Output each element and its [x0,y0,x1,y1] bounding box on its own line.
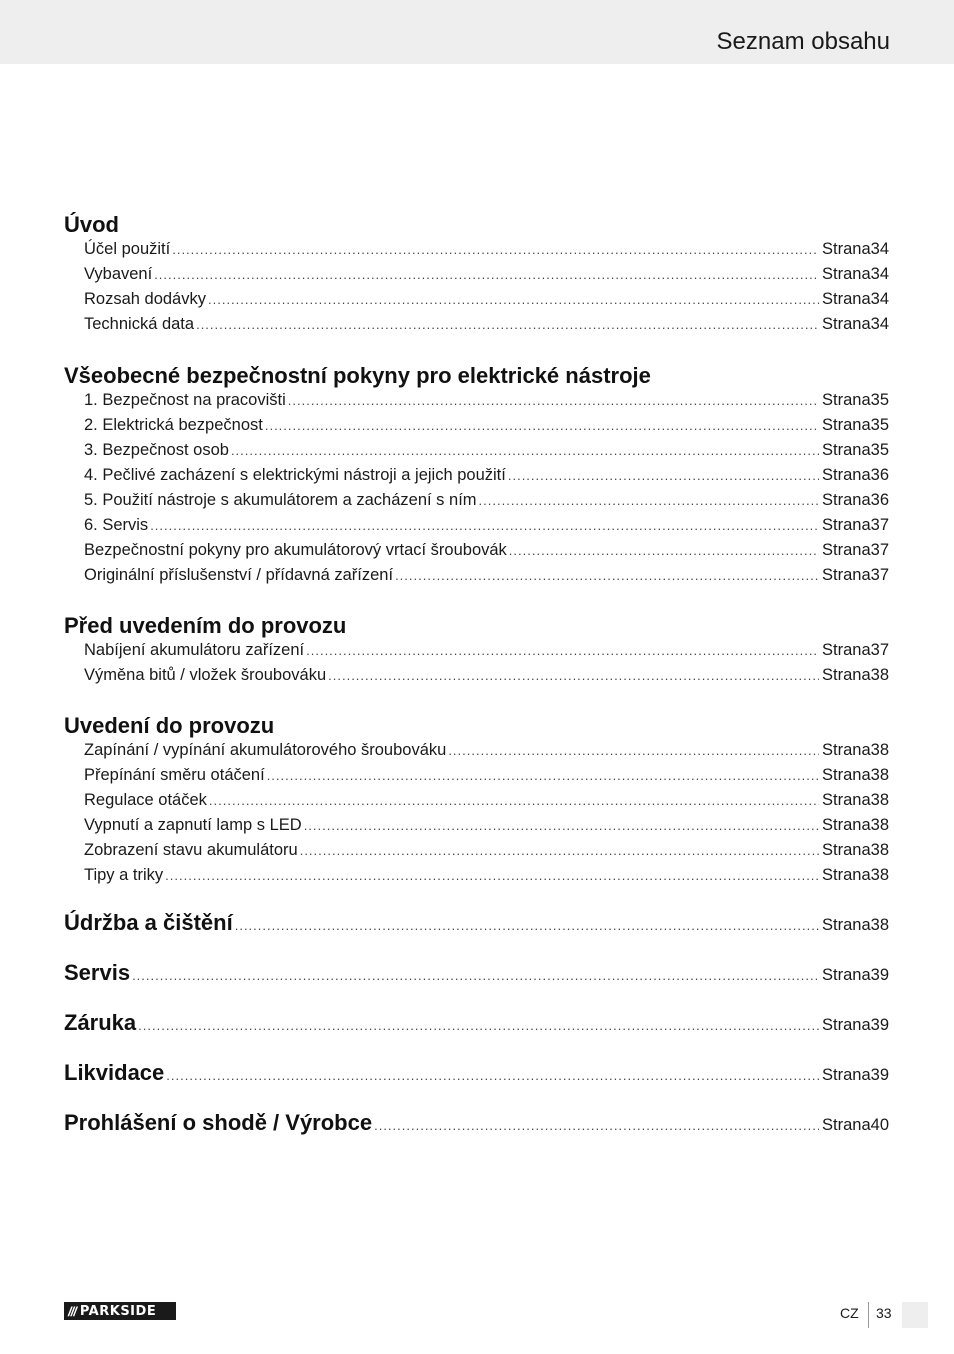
page-number: 35 [870,441,889,459]
page-number: 34 [870,315,889,333]
toc-major-entry[interactable] [64,956,889,990]
dot-leader [166,1063,819,1088]
toc-section-heading[interactable] [64,706,889,740]
logo-text: PARKSIDE [79,1303,157,1319]
major-entry-text: Prohlášení o shodě / Výrobce [64,1110,373,1135]
toc-entry[interactable] [84,538,889,563]
toc-entry[interactable] [84,388,889,413]
page-label: Strana [822,666,871,684]
page-number: 38 [870,666,889,684]
toc-major-entry[interactable] [64,1106,889,1140]
page-label: Strana [822,741,871,759]
entry-text: Zobrazení stavu akumulátoru [84,841,298,859]
major-entry-text: Údržba a čištění [64,910,233,935]
entry-text: Výměna bitů / vložek šroubováku [84,666,327,684]
page-number-footer: 33 [876,1305,892,1321]
footer-tab-marker [902,1302,928,1328]
entry-text: 4. Pečlivé zacházení s elektrickými nástroji a jejich použití [84,466,506,484]
major-entry-text: Likvidace [64,1060,165,1085]
entry-text: Technická data [84,315,195,333]
language-code: CZ [840,1305,859,1321]
page-number: 36 [870,491,889,509]
entry-text: Účel použití [84,240,171,258]
parkside-logo [64,1302,176,1320]
toc-entry[interactable] [84,813,889,838]
entry-text: Tipy a triky [84,866,164,884]
toc-major-entry[interactable] [64,1006,889,1040]
page-label: Strana [822,416,871,434]
entry-text: 1. Bezpečnost na pracovišti [84,391,286,409]
toc-major-entry[interactable] [64,1056,889,1090]
page-label: Strana [822,240,871,258]
toc-entry[interactable] [84,262,889,287]
major-entry-text: Servis [64,960,131,985]
page-number: 38 [870,741,889,759]
page-number: 37 [870,541,889,559]
page-label: Strana [822,816,871,834]
page-number: 39 [870,1016,889,1034]
page-label: Strana [822,290,871,308]
dot-leader [235,913,819,938]
toc-entry[interactable] [84,312,889,337]
toc-entry[interactable] [84,438,889,463]
section-title: Uvedení do provozu [64,713,275,738]
page-label: Strana [822,315,871,333]
page-number: 35 [870,416,889,434]
page-number: 34 [870,240,889,258]
page-label: Strana [822,541,871,559]
entry-text: 3. Bezpečnost osob [84,441,229,459]
dot-leader [154,262,819,287]
page-number: 38 [870,916,889,934]
dot-leader [300,838,819,863]
toc-entry[interactable] [84,788,889,813]
dot-leader [395,563,819,588]
dot-leader [150,513,819,538]
entry-text: Bezpečnostní pokyny pro akumulátorový vrtací šroubovák [84,541,507,559]
entry-text: 5. Použití nástroje s akumulátorem a zacházení s ním [84,491,477,509]
toc-section-heading[interactable] [64,356,889,390]
page-label: Strana [822,516,871,534]
entry-text: Rozsah dodávky [84,290,206,308]
dot-leader [265,413,819,438]
page-number: 39 [870,1066,889,1084]
entry-text: 6. Servis [84,516,149,534]
page-label: Strana [822,466,871,484]
page-number: 38 [870,816,889,834]
toc-section-heading[interactable] [64,205,889,239]
page-label: Strana [822,841,871,859]
page-label: Strana [822,766,871,784]
toc-entry[interactable] [84,513,889,538]
page-label: Strana [822,866,871,884]
page-label: Strana [822,441,871,459]
toc-entry[interactable] [84,488,889,513]
major-entry-text: Záruka [64,1010,137,1035]
dot-leader [208,287,819,312]
dot-leader [479,488,819,513]
dot-leader [132,963,819,988]
page-label: Strana [822,1066,871,1084]
page-number: 36 [870,466,889,484]
page-number: 38 [870,791,889,809]
toc-entry[interactable] [84,763,889,788]
dot-leader [304,813,819,838]
section-title: Všeobecné bezpečnostní pokyny pro elektrické nástroje [64,363,651,388]
page-number: 37 [870,641,889,659]
dot-leader [288,388,819,413]
dot-leader [328,663,819,688]
dot-leader [172,237,819,262]
toc-entry[interactable] [84,663,889,688]
page-label: Strana [822,1016,871,1034]
page-label: Strana [822,491,871,509]
entry-text: 2. Elektrická bezpečnost [84,416,263,434]
dot-leader [209,788,819,813]
toc-entry[interactable] [84,287,889,312]
page-label: Strana [822,791,871,809]
section-title: Před uvedením do provozu [64,613,347,638]
page-number: 37 [870,566,889,584]
page-title: Seznam obsahu [716,28,890,55]
page-label: Strana [822,265,871,283]
page-number: 34 [870,290,889,308]
entry-text: Originální příslušenství / přídavná zařízení [84,566,394,584]
page-label: Strana [822,391,871,409]
entry-text: Vypnutí a zapnutí lamp s LED [84,816,302,834]
dot-leader [165,863,819,888]
page-number: 35 [870,391,889,409]
page-label: Strana [822,566,871,584]
dot-leader [508,463,819,488]
logo-slashes: /// [68,1303,76,1319]
entry-text: Regulace otáček [84,791,207,809]
footer-divider [868,1302,869,1328]
entry-text: Vybavení [84,265,153,283]
dot-leader [267,763,819,788]
page-number: 39 [870,966,889,984]
toc-entry[interactable] [84,563,889,588]
toc-entry[interactable] [84,463,889,488]
entry-text: Zapínání / vypínání akumulátorového šroubováku [84,741,447,759]
dot-leader [374,1113,819,1138]
toc-entry[interactable] [84,838,889,863]
dot-leader [509,538,819,563]
toc-entry[interactable] [84,237,889,262]
toc-major-entry[interactable] [64,906,889,940]
toc-entry[interactable] [84,738,889,763]
dot-leader [196,312,819,337]
page-label: Strana [822,641,871,659]
dot-leader [448,738,819,763]
toc-entry[interactable] [84,863,889,888]
page-number: 40 [870,1116,889,1134]
entry-text: Nabíjení akumulátoru zařízení [84,641,305,659]
page-number: 38 [870,866,889,884]
toc-entry[interactable] [84,638,889,663]
page-number: 37 [870,516,889,534]
page-number: 38 [870,841,889,859]
page-number: 34 [870,265,889,283]
entry-text: Přepínání směru otáčení [84,766,265,784]
page-label: Strana [822,916,871,934]
toc-entry[interactable] [84,413,889,438]
section-title: Úvod [64,212,119,237]
page-label: Strana [822,966,871,984]
dot-leader [306,638,819,663]
page-label: Strana [822,1116,871,1134]
dot-leader [231,438,819,463]
page-number: 38 [870,766,889,784]
toc-section-heading[interactable] [64,606,889,640]
dot-leader [138,1013,819,1038]
